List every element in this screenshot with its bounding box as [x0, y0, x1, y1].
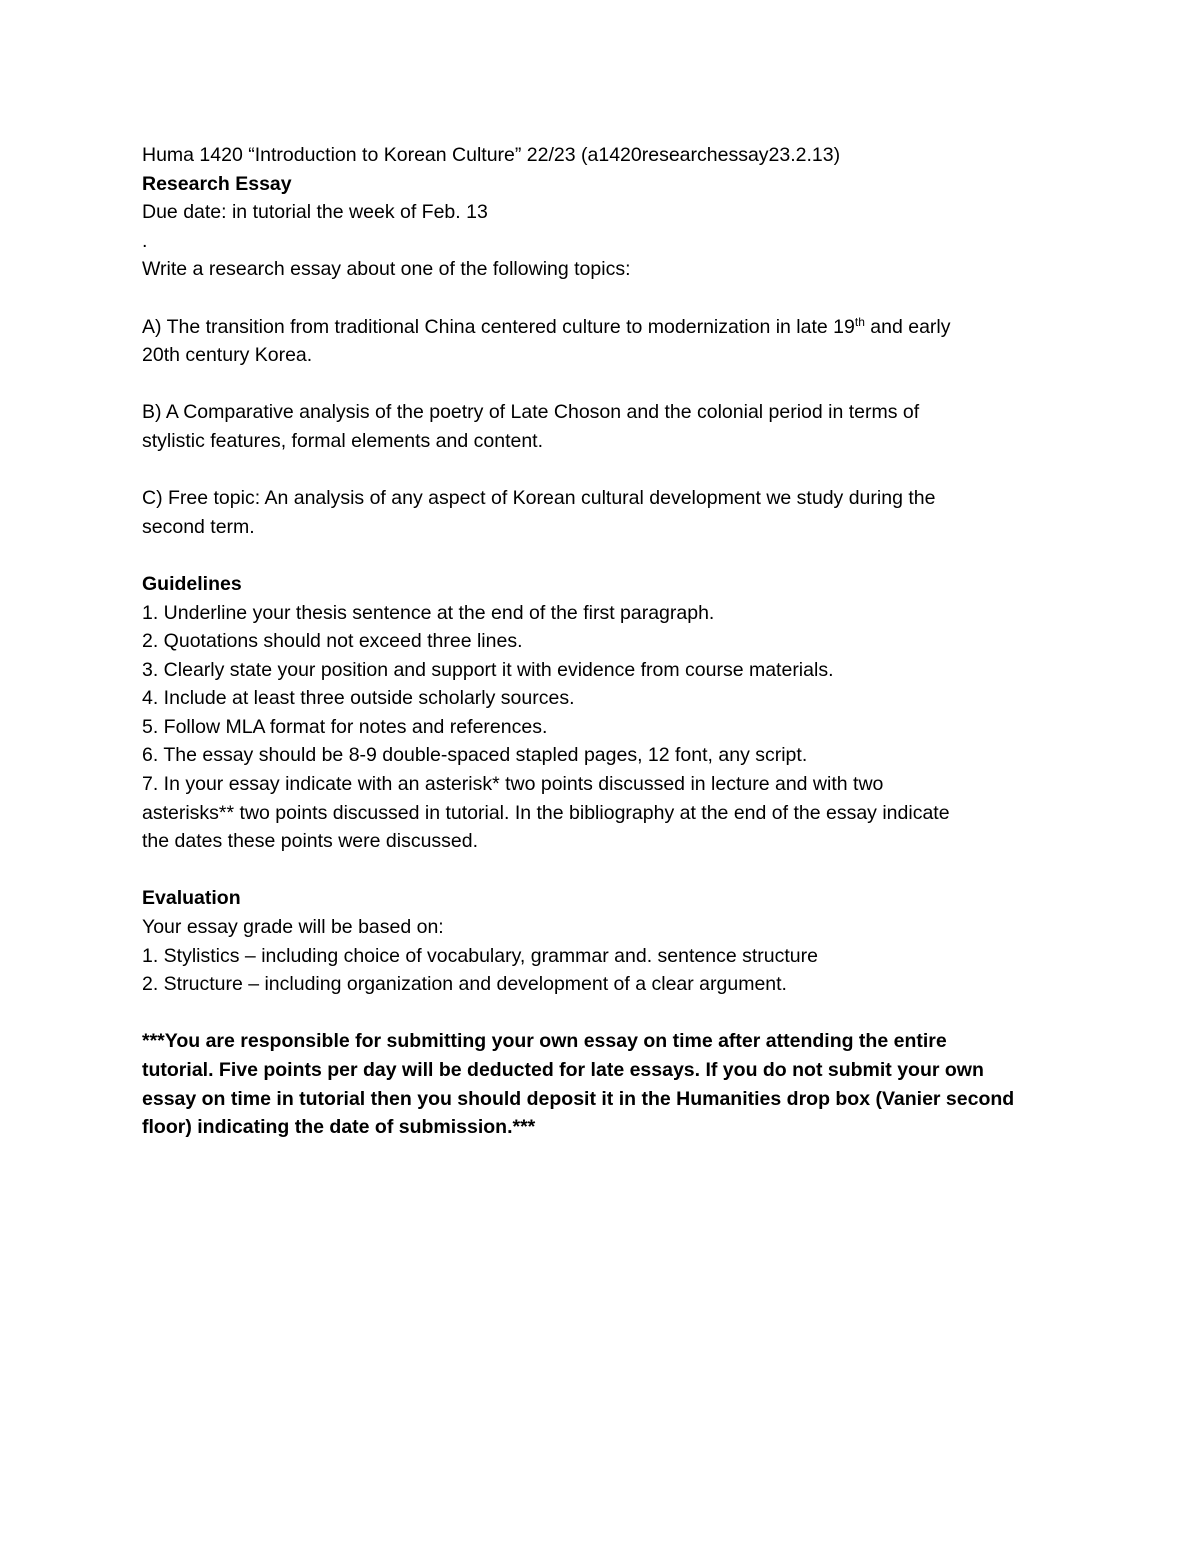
- guideline-item-continued: the dates these points were discussed.: [142, 830, 479, 853]
- document-title: Research Essay: [142, 172, 292, 195]
- topic-a-line-2: 20th century Korea.: [142, 344, 313, 367]
- paragraph-gap: [142, 541, 1072, 570]
- notice-line: floor) indicating the date of submission.***: [142, 1116, 536, 1139]
- topic-c-line-2: second term.: [142, 515, 255, 538]
- guideline-item-continued: asterisks** two points discussed in tutorial. In the bibliography at the end of the essay indicate: [142, 801, 950, 824]
- evaluation-item: 1. Stylistics – including choice of vocabulary, grammar and. sentence structure: [142, 944, 818, 967]
- notice-line: ***You are responsible for submitting your own essay on time after attending the entire: [142, 1030, 947, 1053]
- topic-c-line-1: C) Free topic: An analysis of any aspect of Korean cultural development we study during the: [142, 487, 936, 510]
- guidelines-heading: Guidelines: [142, 572, 242, 595]
- evaluation-section: [142, 884, 1072, 998]
- due-date: Due date: in tutorial the week of Feb. 13: [142, 201, 488, 224]
- guideline-item: 6. The essay should be 8-9 double-spaced stapled pages, 12 font, any script.: [142, 744, 808, 767]
- topic-b: [142, 398, 1072, 455]
- topic-b-line-1: B) A Comparative analysis of the poetry of Late Choson and the colonial period in terms of: [142, 401, 920, 424]
- paragraph-gap: [142, 456, 1072, 485]
- evaluation-item: 2. Structure – including organization and development of a clear argument.: [142, 973, 787, 996]
- paragraph-gap: [142, 370, 1072, 399]
- guideline-item: 3. Clearly state your position and support it with evidence from course materials.: [142, 658, 834, 681]
- submission-notice: [142, 1027, 1072, 1141]
- topic-a: [142, 313, 1072, 370]
- guideline-item: 2. Quotations should not exceed three lines.: [142, 630, 523, 653]
- guideline-item: 4. Include at least three outside scholarly sources.: [142, 687, 575, 710]
- topic-a-text-end: and early: [864, 315, 951, 338]
- topic-c: [142, 484, 1072, 541]
- guideline-item: 7. In your essay indicate with an asterisk* two points discussed in lecture and with two: [142, 773, 884, 796]
- assignment-intro: Write a research essay about one of the following topics:: [142, 258, 631, 281]
- separator-dot: .: [142, 229, 148, 252]
- paragraph-gap: [142, 999, 1072, 1028]
- paragraph-gap: [142, 284, 1072, 313]
- topic-a-text: A) The transition from traditional China centered culture to modernization in late 19: [142, 315, 855, 338]
- evaluation-heading: Evaluation: [142, 887, 241, 910]
- guideline-item: 5. Follow MLA format for notes and references.: [142, 715, 548, 738]
- topic-b-line-2: stylistic features, formal elements and content.: [142, 429, 544, 452]
- paragraph-gap: [142, 856, 1072, 885]
- evaluation-intro: Your essay grade will be based on:: [142, 916, 444, 939]
- course-line: Huma 1420 “Introduction to Korean Culture” 22/23 (a1420researchessay23.2.13): [142, 144, 841, 166]
- document-page: [142, 141, 1072, 1142]
- notice-line: essay on time in tutorial then you should deposit it in the Humanities drop box (Vanier second: [142, 1087, 1015, 1110]
- ordinal-suffix: th: [854, 314, 865, 329]
- topic-a-line-1: [142, 313, 1072, 342]
- notice-line: tutorial. Five points per day will be deducted for late essays. If you do not submit your own: [142, 1059, 984, 1081]
- guideline-item: 1. Underline your thesis sentence at the end of the first paragraph.: [142, 601, 715, 624]
- guidelines-section: [142, 570, 1072, 856]
